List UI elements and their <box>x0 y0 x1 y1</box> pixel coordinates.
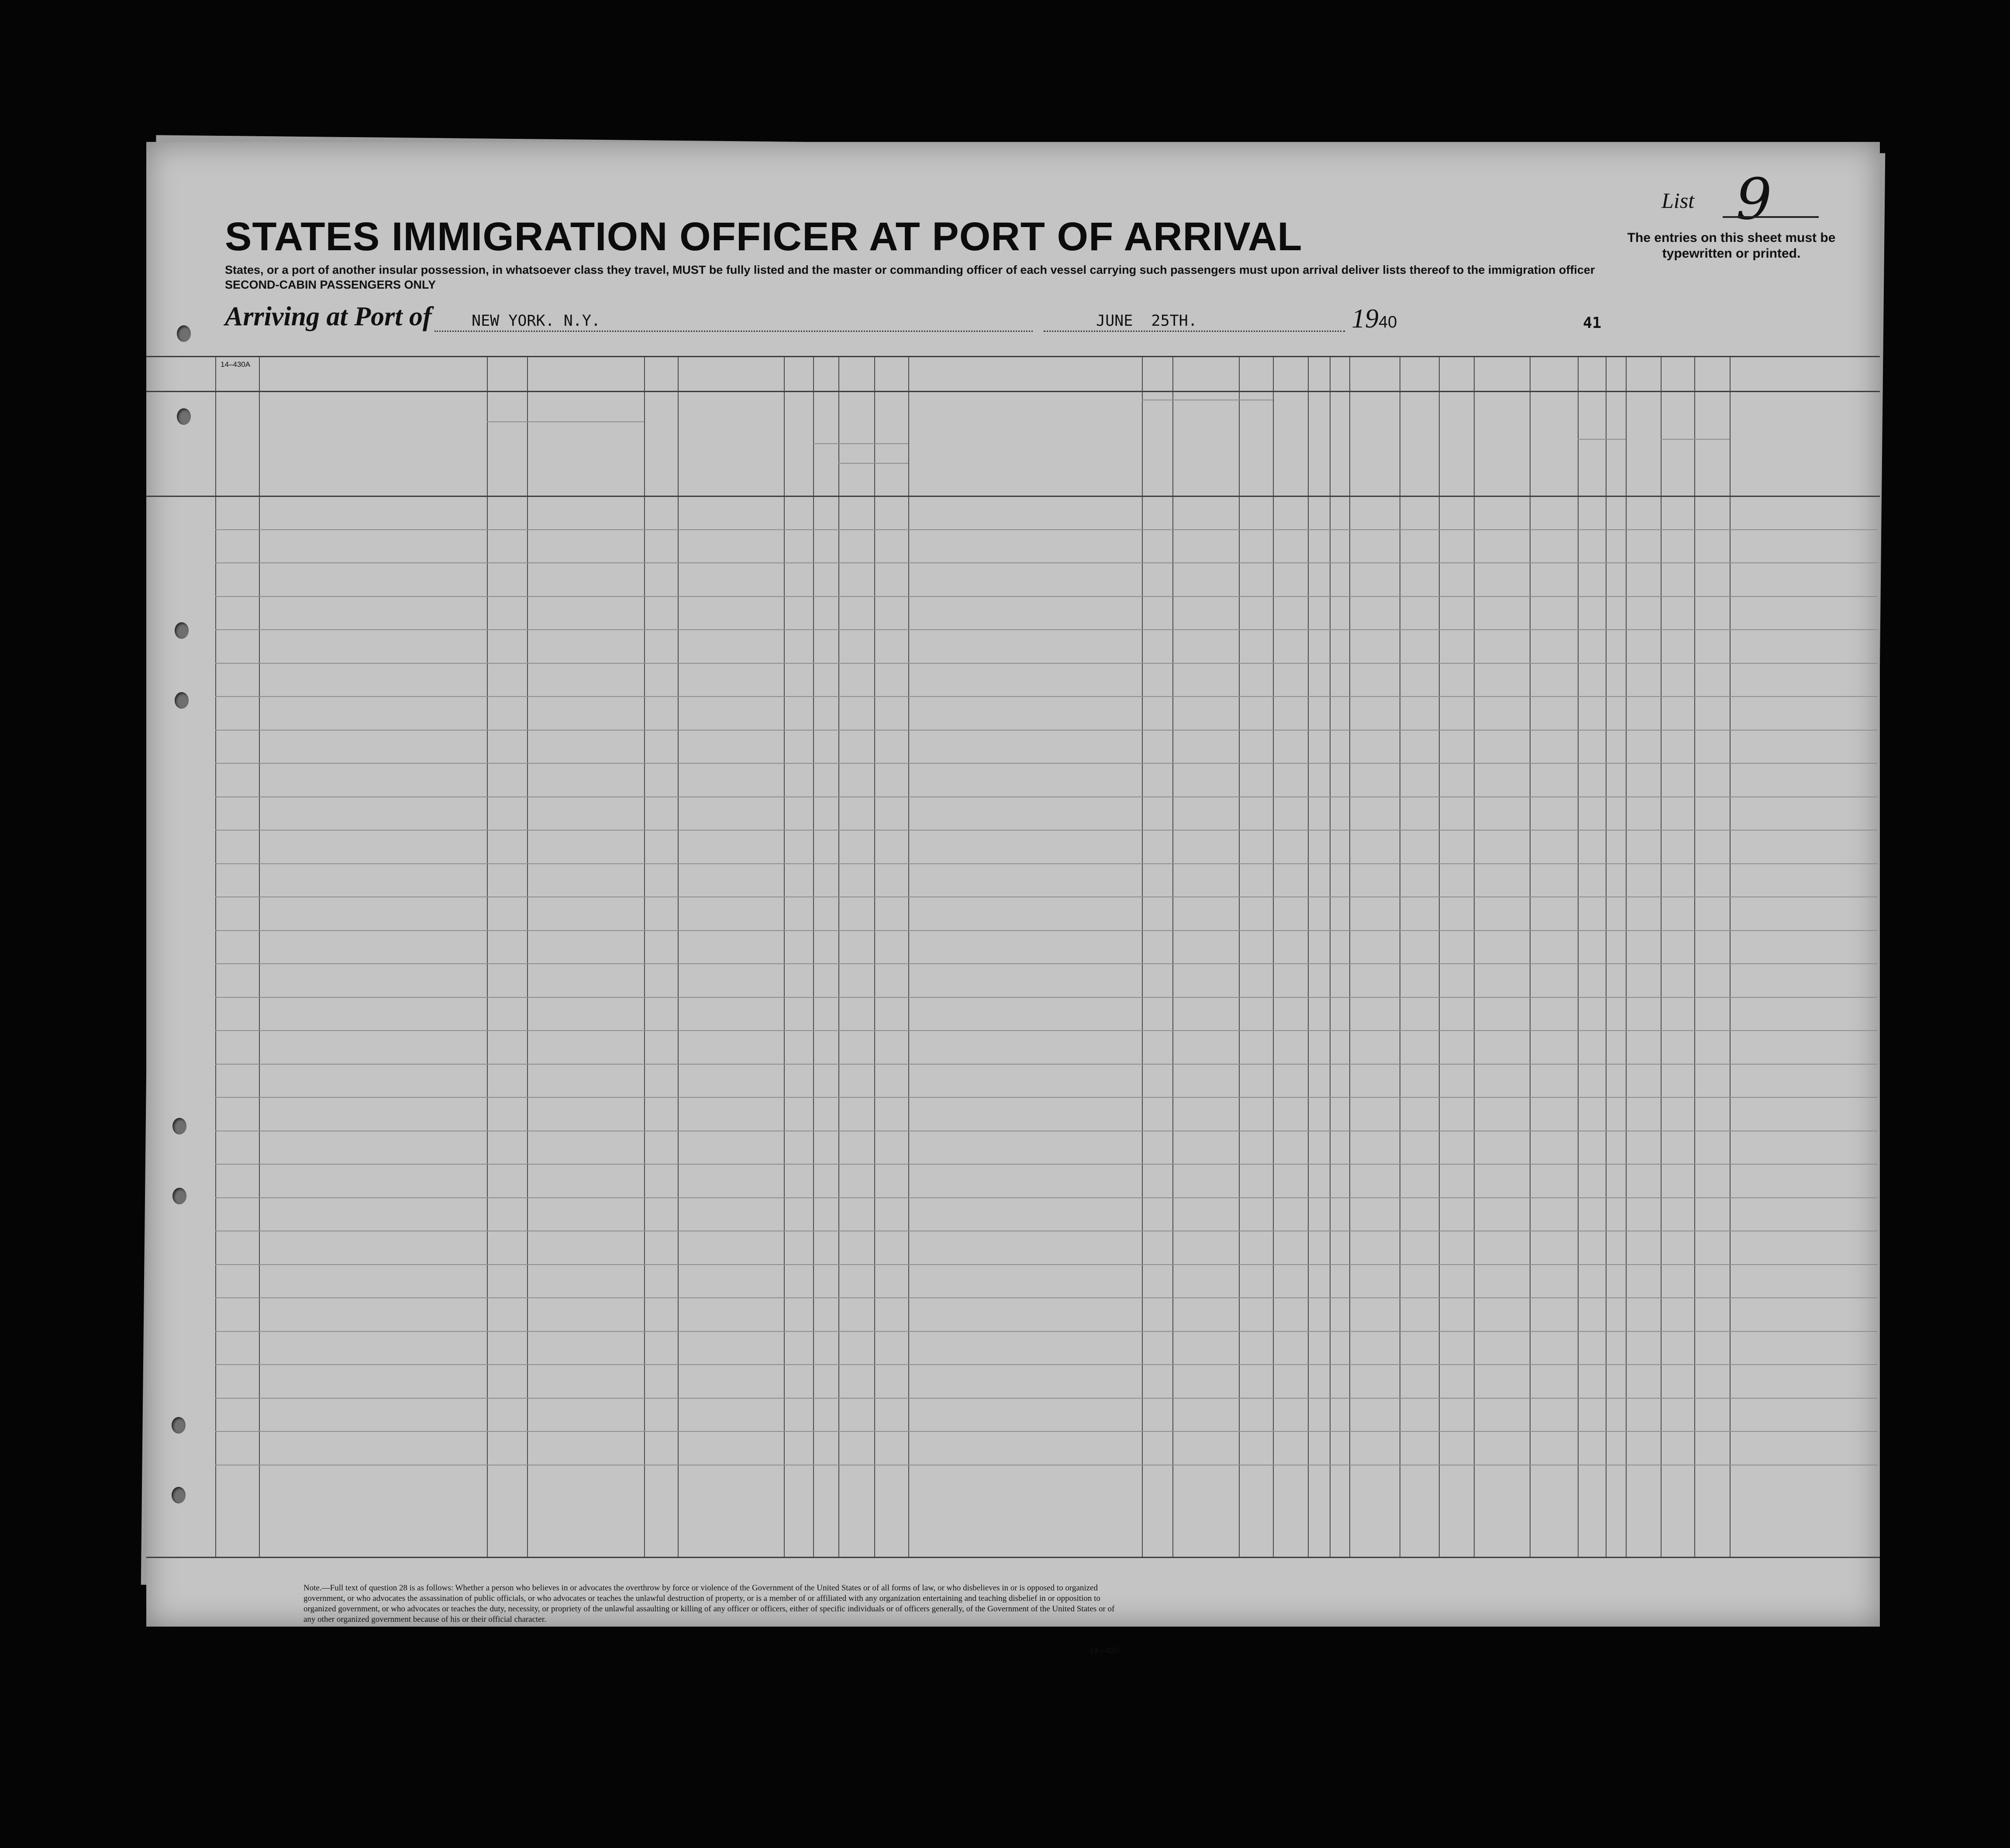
column-rule <box>1142 356 1143 1557</box>
binding-hole <box>177 325 191 342</box>
row-rule <box>215 963 1878 964</box>
row-rule <box>215 1097 1878 1098</box>
column-rule <box>1172 356 1173 1557</box>
form-number: 14—430 <box>1089 1646 1120 1655</box>
row-rule <box>215 1264 1878 1265</box>
row-rule <box>215 529 1878 530</box>
row-rule <box>215 629 1878 630</box>
subhead-rule <box>813 443 908 444</box>
column-rule <box>784 356 785 1557</box>
manifest-sheet <box>146 142 1880 1655</box>
column-rule <box>1273 356 1274 1557</box>
top-rule <box>146 356 1880 357</box>
column-rule <box>1626 356 1627 1557</box>
year-suffix: 40 <box>1379 313 1397 331</box>
date-line <box>1044 331 1345 332</box>
column-rule <box>1439 356 1440 1557</box>
row-rule <box>215 1398 1878 1399</box>
row-rule <box>215 1297 1878 1298</box>
binding-hole <box>175 692 189 709</box>
row-rule <box>215 830 1878 831</box>
row-rule <box>215 796 1878 797</box>
column-rule <box>1330 356 1331 1557</box>
cabin-class: SECOND-CABIN PASSENGERS ONLY <box>225 278 436 291</box>
row-rule <box>215 1064 1878 1065</box>
subhead-rule <box>1661 439 1730 440</box>
colnum-rule <box>146 391 1880 392</box>
column-rule <box>259 356 260 1557</box>
row-rule <box>215 997 1878 998</box>
form-subtitle: States, or a port of another insular possession, in whatsoever class they travel, MUST be fully listed and the master or commanding officer of each vessel carrying such passengers must upon arrival deliver lists thereof to the immigration officer <box>225 263 1595 276</box>
column-rule <box>1474 356 1475 1557</box>
binding-hole <box>175 622 189 639</box>
row-rule <box>215 1197 1878 1198</box>
binding-hole <box>172 1487 186 1503</box>
bottom-rule <box>146 1557 1880 1558</box>
row-rule <box>215 1331 1878 1332</box>
column-rule <box>838 356 839 1557</box>
form-title: STATES IMMIGRATION OFFICER AT PORT OF ARRIVAL <box>225 214 1303 259</box>
row-rule <box>215 696 1878 697</box>
column-rule <box>487 356 488 1557</box>
row-rule <box>215 1431 1878 1432</box>
form-number-top: 14–430A <box>221 360 251 369</box>
column-rule <box>1239 356 1240 1557</box>
header-rule <box>146 496 1880 497</box>
subhead-rule <box>838 463 908 464</box>
subhead-rule <box>487 421 644 422</box>
extra-number: 41 <box>1583 314 1602 332</box>
column-rule <box>1606 356 1607 1557</box>
column-rule <box>1661 356 1662 1557</box>
list-number: 9 <box>1736 166 1772 232</box>
list-label: List <box>1662 188 1695 213</box>
arriving-label: Arriving at Port of <box>225 302 432 331</box>
row-rule <box>215 596 1878 597</box>
column-rule <box>215 356 216 1557</box>
row-rule <box>215 863 1878 864</box>
year-prefix: 19 <box>1351 304 1379 334</box>
row-rule <box>215 562 1878 563</box>
column-rule <box>1530 356 1531 1557</box>
column-rule <box>678 356 679 1557</box>
column-rule <box>908 356 909 1557</box>
typewritten-note: The entries on this sheet must be typewritten or printed. <box>1627 231 1836 261</box>
column-rule <box>1578 356 1579 1557</box>
column-rule <box>644 356 645 1557</box>
port-value: NEW YORK. N.Y. <box>472 312 601 330</box>
column-rule <box>813 356 814 1557</box>
binding-hole <box>177 408 191 425</box>
row-rule <box>215 763 1878 764</box>
binding-hole <box>172 1188 186 1204</box>
row-rule <box>215 663 1878 664</box>
column-rule <box>1730 356 1731 1557</box>
column-rule <box>1308 356 1309 1557</box>
row-rule <box>215 1030 1878 1031</box>
row-rule <box>215 1364 1878 1365</box>
column-rule <box>874 356 875 1557</box>
date-value: JUNE 25TH. <box>1096 312 1197 330</box>
row-rule <box>215 896 1878 897</box>
binding-hole <box>172 1118 186 1134</box>
binding-hole <box>172 1417 186 1434</box>
subhead-rule <box>1578 439 1626 440</box>
row-rule <box>215 730 1878 731</box>
column-rule <box>1694 356 1695 1557</box>
column-rule <box>527 356 528 1557</box>
column-rule <box>1349 356 1350 1557</box>
row-rule <box>215 1164 1878 1165</box>
list-underline <box>1723 216 1819 218</box>
row-rule <box>215 930 1878 931</box>
port-line <box>434 331 1033 332</box>
question-28-note: Note.—Full text of question 28 is as follows: Whether a person who believes in or advocates the overthrow by force or violence of the Government of the United States or of all forms of law, or who disbelieves in or is opposed to organized government, or who advocates the assassination of public officials, or who advocates or teaches the unlawful destruction of property, or is a member of or affiliated with any organization entertaining and teaching disbelief in or opposition to organized government, or who advocates or teaches the duty, necessity, or propriety of the unlawful assaulting or killing of any officer or officers, either of specific individuals or of officers generally, of the Government of the United States or of any other organized government because of his or their official character. <box>303 1583 1115 1624</box>
